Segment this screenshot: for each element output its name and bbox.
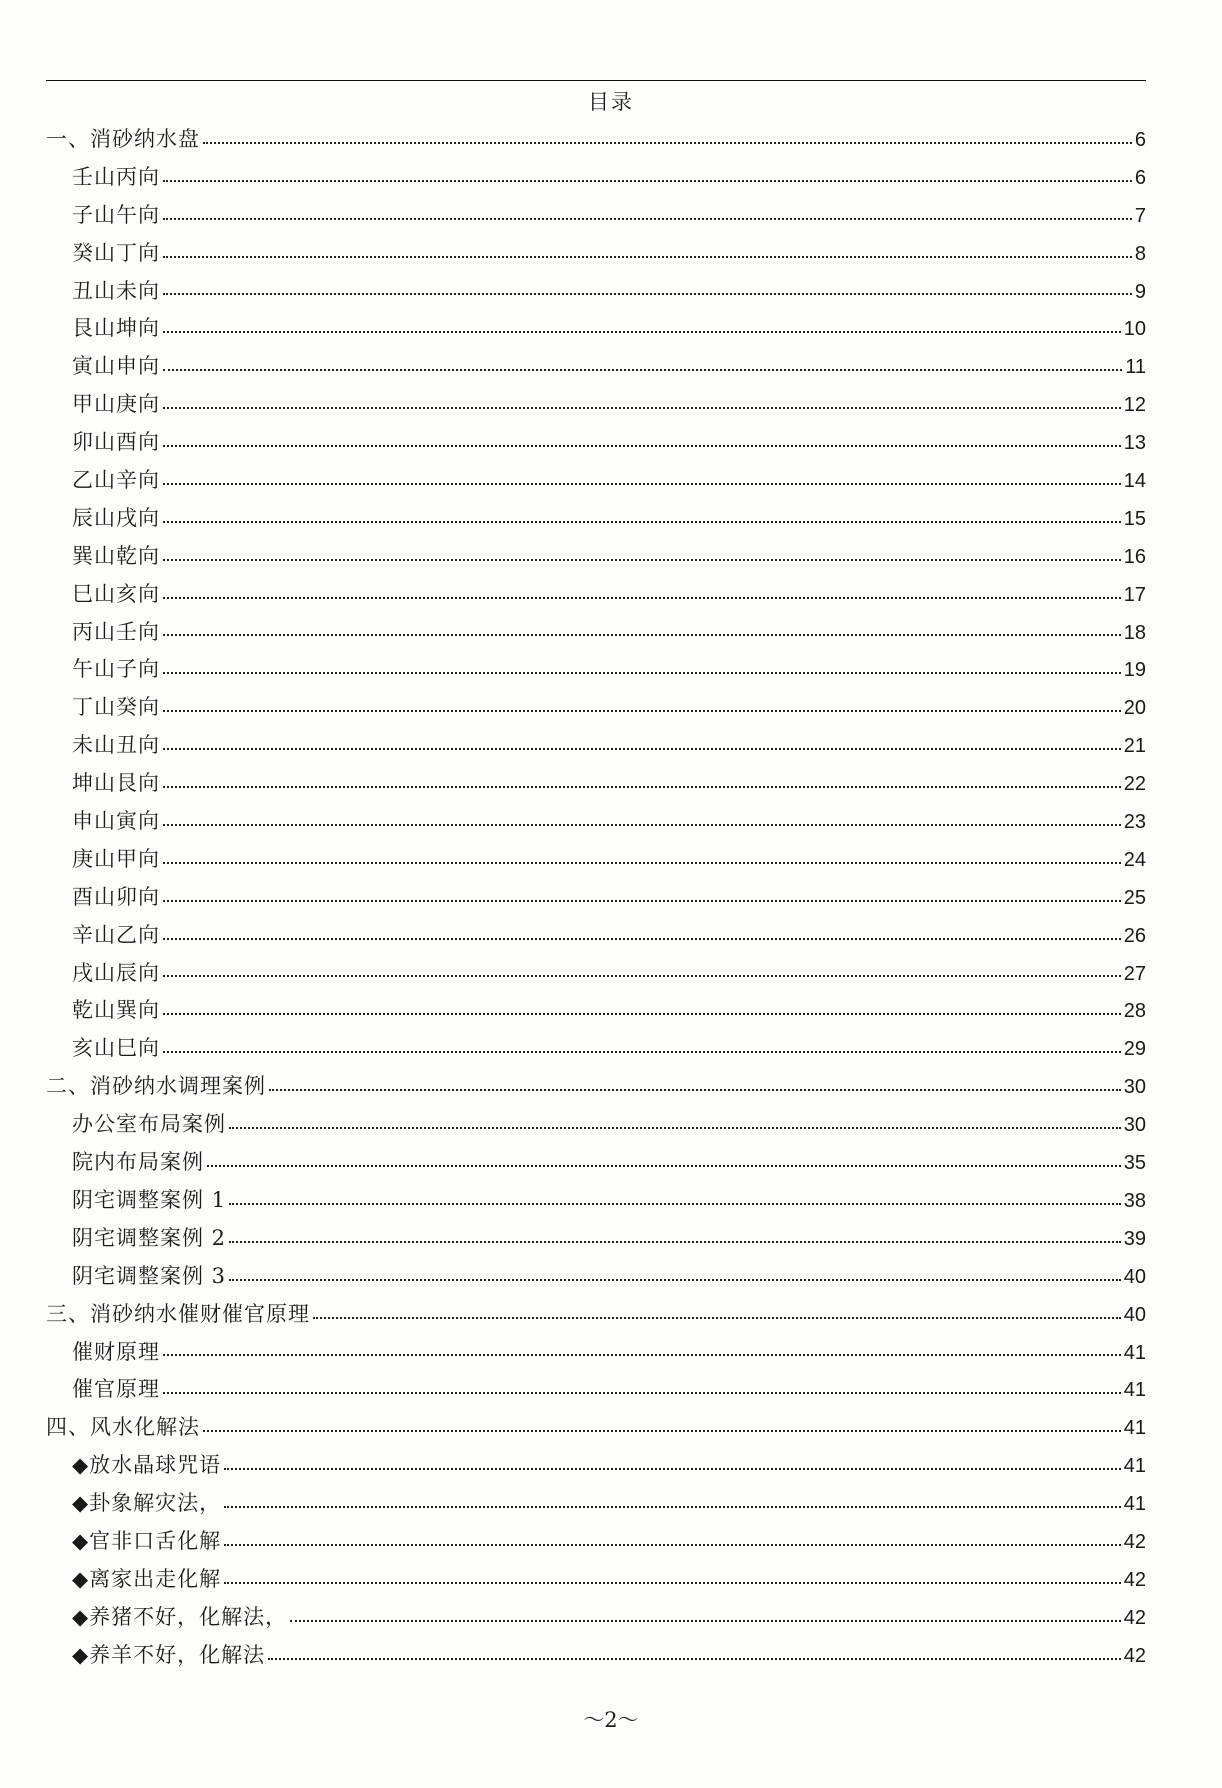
toc-subsection-entry[interactable] bbox=[46, 1637, 1146, 1675]
toc-subsection-entry[interactable] bbox=[46, 1599, 1146, 1637]
toc-section-entry[interactable] bbox=[46, 1068, 1146, 1106]
toc-subsection-entry[interactable] bbox=[46, 689, 1146, 727]
toc-entry-label: 阴宅调整案例 1 bbox=[72, 1187, 227, 1212]
dot-leader bbox=[163, 1392, 1121, 1394]
toc-entry-label: 艮山坤向 bbox=[72, 316, 160, 341]
toc-entry-page-number: 6 bbox=[1134, 166, 1146, 189]
toc-subsection-entry[interactable] bbox=[46, 727, 1146, 765]
dot-leader bbox=[229, 1241, 1121, 1243]
toc-subsection-entry[interactable] bbox=[46, 1447, 1146, 1485]
dot-leader bbox=[163, 748, 1121, 750]
toc-entry-page-number: 6 bbox=[1134, 129, 1146, 151]
toc-entry-page-number: 41 bbox=[1123, 1493, 1146, 1516]
toc-entry-label: 丁山癸向 bbox=[72, 695, 160, 720]
dot-leader bbox=[163, 293, 1132, 295]
dot-leader bbox=[163, 710, 1121, 712]
toc-entry-label: 乙山辛向 bbox=[72, 468, 160, 493]
dot-leader bbox=[163, 218, 1132, 220]
toc-subsection-entry[interactable] bbox=[46, 197, 1146, 235]
toc-subsection-entry[interactable] bbox=[46, 576, 1146, 614]
toc-entry-page-number: 41 bbox=[1123, 1341, 1146, 1364]
toc-entry-label: 未山丑向 bbox=[72, 733, 160, 758]
toc-entry-label: 甲山庚向 bbox=[72, 392, 160, 417]
dot-leader bbox=[269, 1089, 1121, 1091]
toc-entry-page-number: 23 bbox=[1123, 811, 1146, 834]
toc-subsection-entry[interactable] bbox=[46, 614, 1146, 652]
toc-subsection-entry[interactable] bbox=[46, 310, 1146, 348]
toc-subsection-entry[interactable] bbox=[46, 386, 1146, 424]
toc-entry-page-number: 9 bbox=[1134, 280, 1146, 303]
toc-entry-label: 寅山申向 bbox=[72, 354, 160, 379]
toc-entry-label: 坤山艮向 bbox=[72, 771, 160, 796]
toc-entry-label: ◆官非口舌化解 bbox=[72, 1528, 222, 1553]
toc-entry-label: ◆卦象解灾法， bbox=[72, 1491, 222, 1516]
dot-leader bbox=[163, 900, 1121, 902]
toc-entry-label: 申山寅向 bbox=[72, 809, 160, 834]
dot-leader bbox=[203, 1430, 1121, 1432]
toc-entry-label: 卯山酉向 bbox=[72, 430, 160, 455]
toc-entry-page-number: 42 bbox=[1123, 1530, 1146, 1553]
dot-leader bbox=[163, 824, 1121, 826]
dot-leader bbox=[163, 331, 1121, 333]
toc-entry-page-number: 25 bbox=[1123, 886, 1146, 909]
toc-subsection-entry[interactable] bbox=[46, 803, 1146, 841]
toc-entry-page-number: 21 bbox=[1123, 735, 1146, 758]
toc-subsection-entry[interactable] bbox=[46, 1182, 1146, 1220]
toc-subsection-entry[interactable] bbox=[46, 1561, 1146, 1599]
toc-entry-label: 一、消砂纳水盘 bbox=[46, 127, 200, 151]
toc-subsection-entry[interactable] bbox=[46, 917, 1146, 955]
toc-entry-page-number: 42 bbox=[1123, 1568, 1146, 1591]
toc-entry-page-number: 11 bbox=[1125, 356, 1146, 379]
toc-subsection-entry[interactable] bbox=[46, 992, 1146, 1030]
toc-entry-page-number: 38 bbox=[1123, 1189, 1146, 1212]
toc-subsection-entry[interactable] bbox=[46, 273, 1146, 311]
toc-entry-page-number: 10 bbox=[1123, 318, 1146, 341]
dot-leader bbox=[224, 1506, 1121, 1508]
header-rule bbox=[46, 80, 1146, 81]
toc-entry-page-number: 39 bbox=[1123, 1227, 1146, 1250]
toc-subsection-entry[interactable] bbox=[46, 159, 1146, 197]
toc-entry-label: 催财原理 bbox=[72, 1339, 160, 1364]
toc-entry-page-number: 29 bbox=[1123, 1038, 1146, 1061]
toc-subsection-entry[interactable] bbox=[46, 1220, 1146, 1258]
dot-leader bbox=[163, 634, 1121, 636]
toc-entry-label: 阴宅调整案例 2 bbox=[72, 1225, 227, 1250]
toc-section-entry[interactable] bbox=[46, 1296, 1146, 1334]
toc-entry-page-number: 41 bbox=[1123, 1379, 1146, 1402]
toc-entry-label: 三、消砂纳水催财催官原理 bbox=[46, 1301, 310, 1326]
toc-entry-page-number: 42 bbox=[1123, 1606, 1146, 1629]
toc-subsection-entry[interactable] bbox=[46, 765, 1146, 803]
toc-subsection-entry[interactable] bbox=[46, 348, 1146, 386]
toc-entry-label: 癸山丁向 bbox=[72, 240, 160, 265]
toc-entry-page-number: 42 bbox=[1123, 1644, 1146, 1667]
dot-leader bbox=[163, 1013, 1121, 1015]
dot-leader bbox=[163, 559, 1121, 561]
toc-entry-page-number: 41 bbox=[1123, 1417, 1146, 1440]
toc-entry-label: 巳山亥向 bbox=[72, 581, 160, 606]
toc-subsection-entry[interactable] bbox=[46, 1523, 1146, 1561]
toc-entry-page-number: 20 bbox=[1123, 697, 1146, 720]
toc-entry-label: 乾山巽向 bbox=[72, 998, 160, 1023]
dot-leader bbox=[224, 1468, 1121, 1470]
toc-subsection-entry[interactable] bbox=[46, 879, 1146, 917]
dot-leader bbox=[224, 1544, 1121, 1546]
toc-entry-label: 巽山乾向 bbox=[72, 543, 160, 568]
dot-leader bbox=[163, 1051, 1121, 1053]
toc-entry-label: 庚山甲向 bbox=[72, 846, 160, 871]
dot-leader bbox=[163, 672, 1121, 674]
toc-entry-page-number: 14 bbox=[1123, 470, 1146, 493]
toc-entry-page-number: 41 bbox=[1123, 1455, 1146, 1478]
dot-leader bbox=[229, 1203, 1121, 1205]
toc-entry-page-number: 19 bbox=[1123, 659, 1146, 682]
dot-leader bbox=[207, 1165, 1121, 1167]
toc-entry-label: 院内布局案例 bbox=[72, 1150, 204, 1175]
toc-entry-label: 办公室布局案例 bbox=[72, 1112, 226, 1137]
toc-entry-label: 酉山卯向 bbox=[72, 884, 160, 909]
toc-entry-label: 二、消砂纳水调理案例 bbox=[46, 1074, 266, 1099]
toc-subsection-entry[interactable] bbox=[46, 1030, 1146, 1068]
toc-subsection-entry[interactable] bbox=[46, 651, 1146, 689]
toc-entry-page-number: 12 bbox=[1123, 394, 1146, 417]
dot-leader bbox=[163, 256, 1132, 258]
dot-leader bbox=[163, 407, 1121, 409]
toc-section-entry[interactable] bbox=[46, 121, 1146, 159]
toc-entry-page-number: 30 bbox=[1123, 1076, 1146, 1099]
toc-entry-page-number: 16 bbox=[1123, 545, 1146, 568]
dot-leader bbox=[268, 1658, 1121, 1660]
toc-entry-label: 壬山丙向 bbox=[72, 164, 160, 189]
toc-entry-label: 催官原理 bbox=[72, 1377, 160, 1402]
table-of-contents bbox=[46, 121, 1146, 1675]
page-number: ～2～ bbox=[583, 1708, 639, 1732]
dot-leader bbox=[163, 483, 1121, 485]
toc-entry-page-number: 40 bbox=[1123, 1303, 1146, 1326]
dot-leader bbox=[163, 938, 1121, 940]
toc-entry-label: 阴宅调整案例 3 bbox=[72, 1263, 227, 1288]
toc-entry-page-number: 35 bbox=[1123, 1152, 1146, 1175]
dot-leader bbox=[163, 1354, 1121, 1356]
dot-leader bbox=[163, 445, 1121, 447]
toc-subsection-entry[interactable] bbox=[46, 235, 1146, 273]
toc-section-entry[interactable] bbox=[46, 1409, 1146, 1447]
dot-leader bbox=[163, 786, 1121, 788]
toc-entry-label: ◆养猪不好，化解法， bbox=[72, 1604, 288, 1629]
toc-subsection-entry[interactable] bbox=[46, 538, 1146, 576]
dot-leader bbox=[229, 1279, 1121, 1281]
dot-leader bbox=[163, 862, 1121, 864]
toc-entry-page-number: 28 bbox=[1123, 1000, 1146, 1023]
toc-entry-label: 四、风水化解法 bbox=[46, 1415, 200, 1440]
dot-leader bbox=[290, 1620, 1121, 1622]
toc-entry-page-number: 22 bbox=[1123, 773, 1146, 796]
dot-leader bbox=[163, 180, 1132, 182]
toc-entry-label: 亥山巳向 bbox=[72, 1036, 160, 1061]
toc-subsection-entry[interactable] bbox=[46, 955, 1146, 993]
toc-title: 目录 bbox=[588, 90, 634, 114]
toc-subsection-entry[interactable] bbox=[46, 1485, 1146, 1523]
toc-entry-page-number: 15 bbox=[1123, 507, 1146, 530]
dot-leader bbox=[163, 369, 1122, 371]
dot-leader bbox=[203, 142, 1132, 144]
toc-entry-label: 午山子向 bbox=[72, 657, 160, 682]
dot-leader bbox=[224, 1582, 1121, 1584]
toc-entry-label: 辛山乙向 bbox=[72, 922, 160, 947]
toc-entry-page-number: 13 bbox=[1123, 432, 1146, 455]
toc-subsection-entry[interactable] bbox=[46, 500, 1146, 538]
toc-entry-label: 丑山未向 bbox=[72, 278, 160, 303]
toc-subsection-entry[interactable] bbox=[46, 462, 1146, 500]
dot-leader bbox=[313, 1317, 1121, 1319]
toc-subsection-entry[interactable] bbox=[46, 841, 1146, 879]
toc-entry-page-number: 8 bbox=[1134, 242, 1146, 265]
toc-entry-label: ◆离家出走化解 bbox=[72, 1566, 222, 1591]
dot-leader bbox=[229, 1127, 1121, 1129]
toc-entry-page-number: 30 bbox=[1123, 1114, 1146, 1137]
toc-subsection-entry[interactable] bbox=[46, 1144, 1146, 1182]
toc-subsection-entry[interactable] bbox=[46, 1371, 1146, 1409]
toc-entry-label: 子山午向 bbox=[72, 202, 160, 227]
toc-entry-page-number: 17 bbox=[1123, 583, 1146, 606]
toc-entry-label: ◆放水晶球咒语 bbox=[72, 1453, 222, 1478]
dot-leader bbox=[163, 521, 1121, 523]
toc-entry-page-number: 24 bbox=[1123, 848, 1146, 871]
toc-entry-label: 丙山壬向 bbox=[72, 619, 160, 644]
dot-leader bbox=[163, 597, 1121, 599]
toc-subsection-entry[interactable] bbox=[46, 1258, 1146, 1296]
toc-entry-page-number: 7 bbox=[1134, 204, 1146, 227]
toc-subsection-entry[interactable] bbox=[46, 1106, 1146, 1144]
toc-entry-label: 戌山辰向 bbox=[72, 960, 160, 985]
toc-entry-page-number: 27 bbox=[1123, 962, 1146, 985]
toc-subsection-entry[interactable] bbox=[46, 424, 1146, 462]
toc-entry-page-number: 26 bbox=[1123, 924, 1146, 947]
toc-entry-page-number: 40 bbox=[1123, 1265, 1146, 1288]
toc-subsection-entry[interactable] bbox=[46, 1334, 1146, 1372]
toc-entry-label: ◆养羊不好，化解法 bbox=[72, 1642, 266, 1667]
dot-leader bbox=[163, 975, 1121, 977]
toc-entry-page-number: 18 bbox=[1123, 621, 1146, 644]
toc-entry-label: 辰山戌向 bbox=[72, 505, 160, 530]
